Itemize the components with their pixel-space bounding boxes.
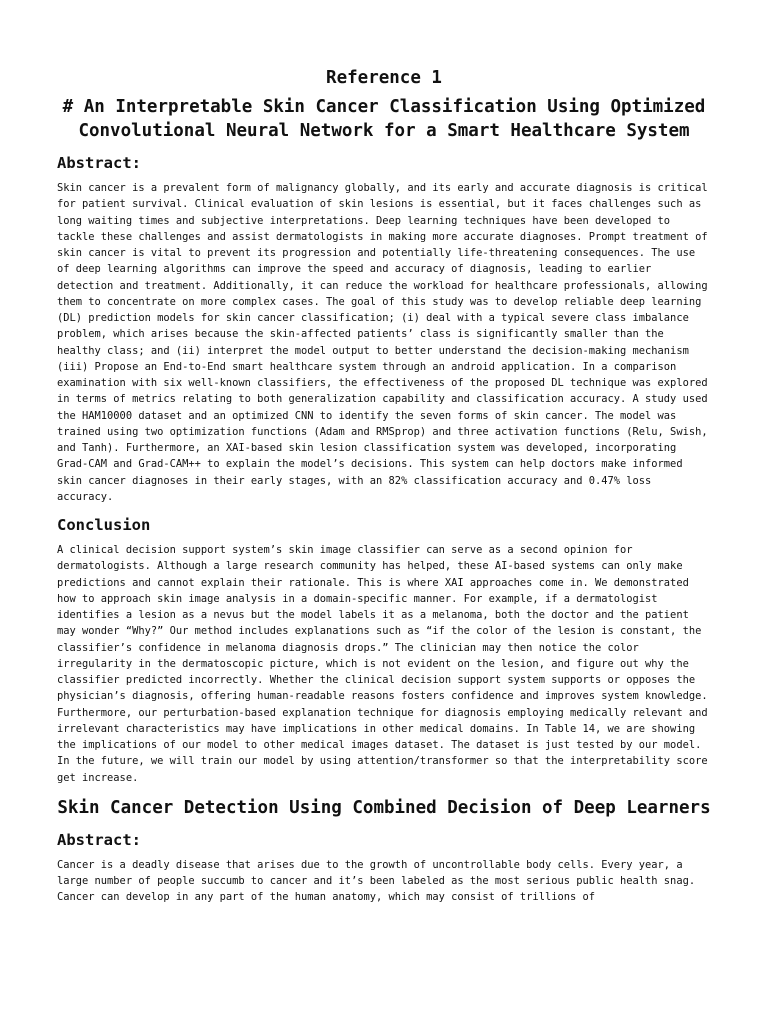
paper1-abstract-text: Skin cancer is a prevalent form of malignancy globally, and its early and accurate diagnosis is critical for patient survival. Clinical evaluation of skin lesions is essential, but it faces challenges such as long waiting times and subjective interpretations. Deep learning techniques have been developed to tackle these challenges and assist dermatologists in making more accurate diagnoses. Prompt treatment of skin cancer is vital to prevent its progression and potentially life-threatening consequences. The use of deep learning algorithms can improve the speed and accuracy of diagnosis, leading to earlier detection and treatment. Additionally, it can reduce the workload for healthcare professionals, allowing them to concentrate on more complex cases. The goal of this study was to develop reliable deep learning (DL) prediction models for skin cancer classification; (i) deal with a typical severe class imbalance problem, which arises because the skin-affected patients’ class is significantly smaller than the healthy class; and (ii) interpret the model output to better understand the decision-making mechanism (iii) Propose an End-to-End smart healthcare system through an android application. In a comparison examination with six well-known classifiers, the effectiveness of the proposed DL technique was explored in terms of metrics relating to both generalization capability and classification accuracy. A study used the HAM10000 dataset and an optimized CNN to identify the seven forms of skin cancer. The model was trained using two optimization functions (Adam and RMSprop) and three activation functions (Relu, Swish, and Tanh). Furthermore, an XAI-based skin lesion classification system was developed, incorporating Grad-CAM and Grad-CAM++ to explain the model’s decisions. This system can help doctors make informed skin cancer diagnoses in their early stages, with an 82% classification accuracy and 0.47% loss accuracy. (57, 182, 708, 503)
paper2-title: Skin Cancer Detection Using Combined Decision of Deep Learners (57, 797, 711, 818)
paper1-conclusion-heading: Conclusion (57, 516, 151, 534)
paper2-abstract-heading: Abstract: (57, 830, 141, 849)
paper2-abstract-text: Cancer is a deadly disease that arises due to the growth of uncontrollable body cells. Every year, a large number of people succumb to cancer and it’s been labeled as the most serious public health snag. Cancer can develop in any part of the human anatomy, which may consist of trillions of (57, 858, 696, 904)
paper1-abstract-heading: Abstract: (57, 154, 141, 172)
paper1-title: # An Interpretable Skin Cancer Classification Using Optimized Convolutional Neural Network for a Smart Healthcare System (62, 97, 706, 141)
reference-label: Reference 1 (326, 68, 442, 88)
document-page (57, 66, 711, 906)
paper1-conclusion-text: A clinical decision support system’s skin image classifier can serve as a second opinion for dermatologists. Although a large research community has helped, these AI-based systems can only make predictions and cannot explain their rationale. This is where XAI approaches come in. We demonstrated how to approach skin image analysis in a domain-specific manner. For example, if a dermatologist identifies a lesion as a nevus but the model labels it as a melanoma, both the doctor and the patient may wonder “Why?” Our method includes explanations such as “if the color of the lesion is constant, the classifier’s confidence in melanoma diagnosis drops.” The clinician may then notice the color irregularity in the dermatoscopic picture, which is not evident on the lesion, and figure out why the classifier predicted incorrectly. Whether the clinical decision support system supports or opposes the physician’s diagnosis, offering human-readable reasons fosters confidence and improves system knowledge. Furthermore, our perturbation-based explanation technique for diagnosis employing medically relevant and irrelevant characteristics may have implications in other medical domains. In Table 14, we are showing the implications of our model to other medical images dataset. The dataset is just tested by our model. In the future, we will train our model by using attention/transformer so that the interpretability score get increase. (57, 544, 708, 784)
